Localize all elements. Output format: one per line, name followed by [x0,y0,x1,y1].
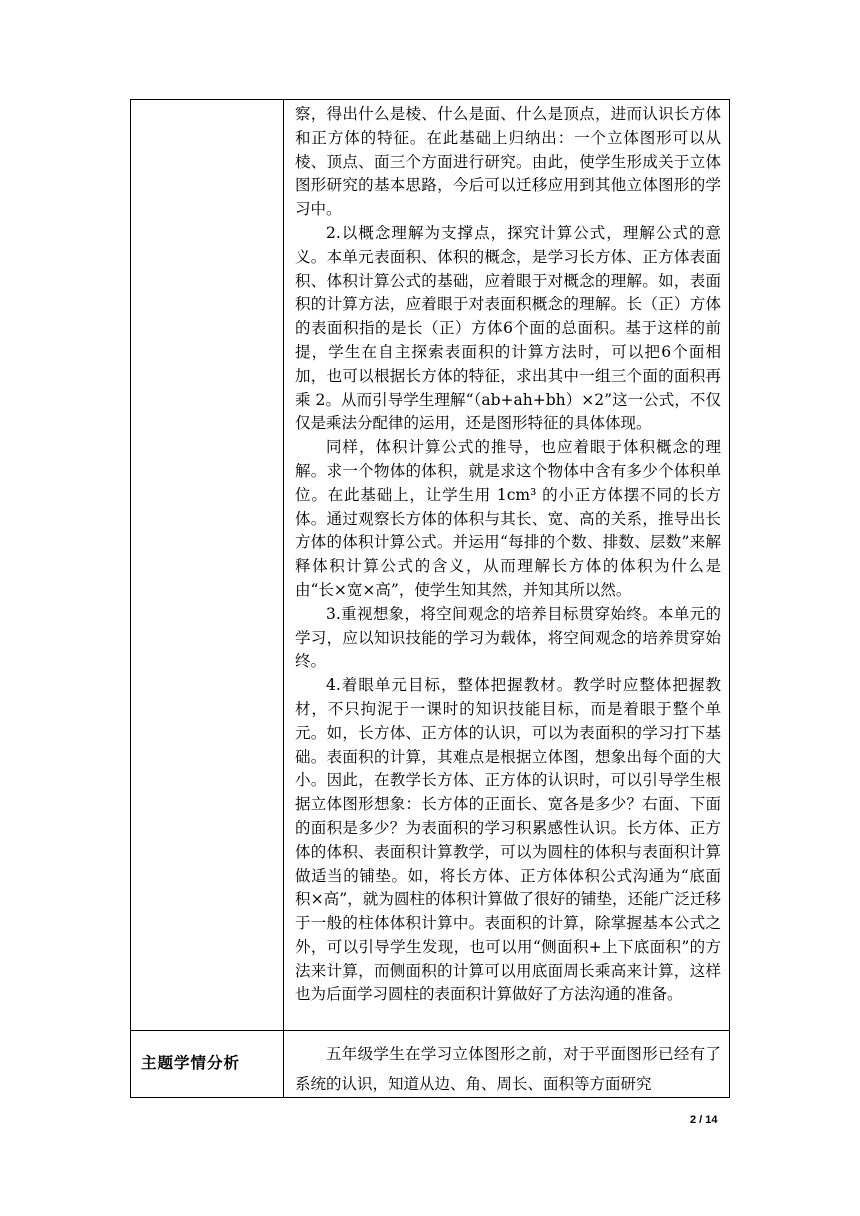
analysis-paragraph: 五年级学生在学习立体图形之前，对于平面图形已经有了系统的认识，知道从边、角、周长、面积等方面研究 [295,1045,721,1093]
paragraph-point-3: 3.重视想象，将空间观念的培养目标贯穿始终。本单元的学习，应以知识技能的学习为载体，将空间观念的培养贯穿始终。 [295,604,721,671]
paragraph-point-2: 2.以概念理解为支撑点，探究计算公式，理解公式的意义。本单元表面积、体积的概念，是学习长方体、正方体表面积、体积计算公式的基础，应着眼于对概念的理解。如，表面积的计算方法，应着眼于对表面积概念的理解。长（正）方体的表面积指的是长（正）方体6个面的总面积。基于这样的前提，学生在自主探索表面积的计算方法时，可以把6个面相加，也可以根据长方体的特征，求出其中一组三个面的面积再乘 2。从而引导学生理解“（ab+ah+bh）×2”这一公式，不仅仅是乘法分配律的运用，还是图形特征的具体体现。 [295,223,721,433]
row-label-analysis: 主题学情分析 [141,1054,241,1072]
analysis-cell [284,1031,730,1099]
teaching-suggestions-cell [284,101,730,1007]
paragraph-point-2-continued: 同样，体积计算公式的推导，也应着眼于体积概念的理解。求一个物体的体积，就是求这个物体中含有多少个体积单位。在此基础上，让学生用 1cm³ 的小正方体摆不同的长方体。通过观察长方体的体积与其长、宽、高的关系，推导出长方体的体积计算公式。并运用“每排的个数、排数、层数”来解释体积计算公式的含义，从而理解长方体的体积为什么是由“长×宽×高”，使学生知其然，并知其所以然。 [295,438,721,599]
lesson-table [130,99,730,1098]
paragraph-point-4: 4.着眼单元目标，整体把握教材。教学时应整体把握教材，不只拘泥于一课时的知识技能目标，而是着眼于整个单元。如，长方体、正方体的认识，可以为表面积的学习打下基础。表面积的计算，其难点是根据立体图，想象出每个面的大小。因此，在教学长方体、正方体的认识时，可以引导学生根据立体图形想象：长方体的正面长、宽各是多少？右面、下面的面积是多少？为表面积的学习积累感性认识。长方体、正方体的体积、表面积计算教学，可以为圆柱的体积与表面积计算做适当的铺垫。如，将长方体、正方体体积公式沟通为“底面积×高”，就为圆柱的体积计算做了很好的铺垫，还能广泛迁移于一般的柱体体积计算中。表面积的计算，除掌握基本公式之外，可以引导学生发现，也可以用“侧面积+上下底面积”的方法来计算，而侧面积的计算可以用底面周长乘高来计算，这样也为后面学习圆柱的表面积计算做好了方法沟通的准备。 [295,676,721,1004]
continued-paragraph: 察，得出什么是棱、什么是面、什么是顶点，进而认识长方体和正方体的特征。在此基础上归纳出：一个立体图形可以从棱、顶点、面三个方面进行研究。由此，使学生形成关于立体图形研究的基本思路，今后可以迁移应用到其他立体图形的学习中。 [295,105,721,219]
page-number: 2 / 14 [690,1114,718,1126]
